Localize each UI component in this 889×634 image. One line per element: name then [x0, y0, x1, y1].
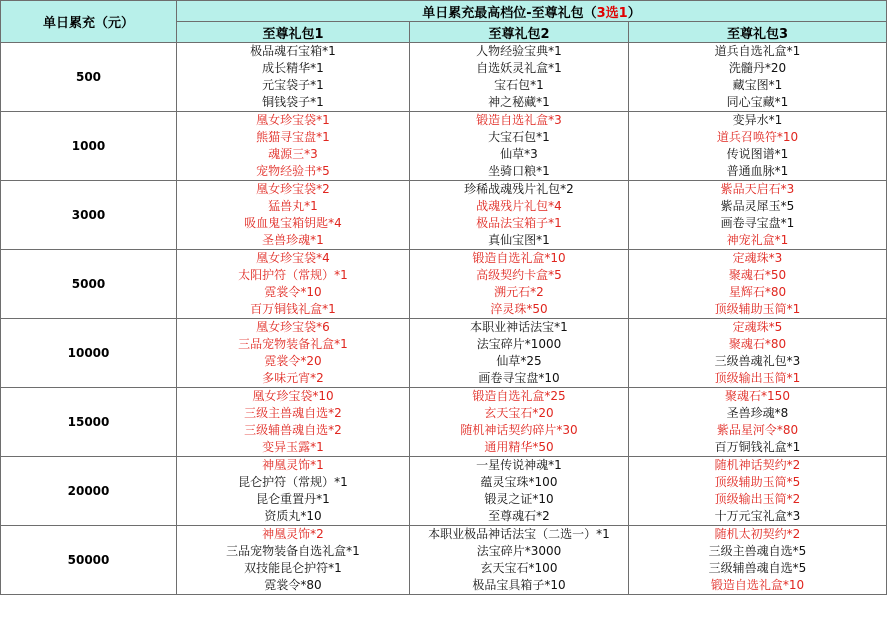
reward-item: 成长精华*1	[262, 61, 324, 75]
pack-cell-2	[410, 181, 629, 250]
reward-item: 三级辅兽魂自选*2	[244, 423, 342, 437]
reward-item: 战魂残片礼包*4	[476, 199, 562, 213]
reward-item: 锻造自选礼盒*10	[710, 578, 805, 592]
reward-item: 法宝碎片*1000	[476, 337, 562, 351]
reward-item: 魂源三*3	[268, 147, 318, 161]
pack-cell-1	[177, 526, 410, 595]
reward-item: 本职业极品神话法宝（二选一）*1	[428, 527, 610, 541]
reward-item: 霓裳令*20	[264, 354, 322, 368]
pack-cell-1	[177, 388, 410, 457]
pack-cell-3	[629, 43, 887, 112]
reward-item: 紫品灵犀玉*5	[720, 199, 795, 213]
reward-item: 玄天宝石*20	[484, 406, 554, 420]
amount-header: 单日累充（元）	[1, 1, 177, 43]
reward-item: 仙草*25	[496, 354, 542, 368]
reward-item: 宠物经验书*5	[256, 164, 330, 178]
reward-item: 传说图谱*1	[726, 147, 789, 161]
reward-item: 神之秘藏*1	[488, 95, 550, 109]
pack-header-2: 至尊礼包2	[410, 22, 629, 43]
reward-item: 随机神话契约*2	[714, 458, 801, 472]
reward-item: 紫品星河令*80	[716, 423, 799, 437]
reward-item: 坐骑口粮*1	[488, 164, 550, 178]
reward-item: 随机太初契约*2	[714, 527, 801, 541]
reward-item: 极品法宝箱子*1	[476, 216, 562, 230]
reward-item: 画卷寻宝盘*1	[720, 216, 795, 230]
reward-item: 高级契约卡盒*5	[476, 268, 562, 282]
reward-item: 锻灵之证*10	[484, 492, 554, 506]
reward-item: 凰女珍宝袋*1	[256, 113, 330, 127]
table-row	[1, 112, 887, 181]
reward-item: 凰女珍宝袋*2	[256, 182, 330, 196]
reward-item: 吸血鬼宝箱钥匙*4	[244, 216, 342, 230]
pack-cell-2	[410, 319, 629, 388]
reward-item: 百万铜钱礼盒*1	[714, 440, 801, 454]
table-title	[177, 1, 887, 22]
reward-item: 圣兽珍魂*8	[726, 406, 789, 420]
reward-item: 同心宝藏*1	[726, 95, 789, 109]
table-row	[1, 43, 887, 112]
pack-cell-2	[410, 43, 629, 112]
reward-item: 溯元石*2	[494, 285, 544, 299]
reward-item: 道兵召唤符*10	[716, 130, 799, 144]
amount-cell: 10000	[1, 319, 177, 388]
reward-item: 至尊魂石*2	[488, 509, 550, 523]
reward-item: 神凰灵饰*2	[262, 527, 324, 541]
reward-item: 变异水*1	[732, 113, 783, 127]
reward-item: 星辉石*80	[728, 285, 787, 299]
reward-item: 三级兽魂礼包*3	[714, 354, 801, 368]
reward-item: 三级辅兽魂自选*5	[708, 561, 807, 575]
reward-item: 凰女珍宝袋*10	[252, 389, 334, 403]
reward-item: 洗髓丹*20	[728, 61, 787, 75]
table-row	[1, 250, 887, 319]
pack-cell-1	[177, 319, 410, 388]
reward-item: 神凰灵饰*1	[262, 458, 324, 472]
reward-item: 猛兽丸*1	[268, 199, 318, 213]
pack-cell-3	[629, 457, 887, 526]
reward-item: 仙草*3	[500, 147, 538, 161]
reward-item: 凰女珍宝袋*4	[256, 251, 330, 265]
reward-item: 顶级辅助玉简*1	[714, 302, 801, 316]
reward-item: 太阳护符（常规）*1	[238, 268, 348, 282]
reward-item: 昆仑护符（常规）*1	[238, 475, 348, 489]
reward-item: 三品宠物装备自选礼盒*1	[226, 544, 360, 558]
reward-item: 聚魂石*80	[728, 337, 787, 351]
reward-item: 一星传说神魂*1	[476, 458, 562, 472]
amount-cell: 1000	[1, 112, 177, 181]
reward-item: 极品宝具箱子*10	[472, 578, 566, 592]
pack-cell-1	[177, 181, 410, 250]
reward-item: 霓裳令*80	[264, 578, 322, 592]
table-row	[1, 181, 887, 250]
reward-item: 变异玉露*1	[262, 440, 324, 454]
reward-item: 十万元宝礼盒*3	[714, 509, 801, 523]
pack-cell-1	[177, 250, 410, 319]
reward-item: 人物经验宝典*1	[476, 44, 562, 58]
reward-item: 多味元宵*2	[262, 371, 324, 385]
reward-item: 随机神话契约碎片*30	[460, 423, 578, 437]
reward-item: 三级主兽魂自选*5	[708, 544, 807, 558]
pack-header-1: 至尊礼包1	[177, 22, 410, 43]
reward-item: 紫品天启石*3	[720, 182, 795, 196]
reward-item: 三级主兽魂自选*2	[244, 406, 342, 420]
pack-cell-3	[629, 319, 887, 388]
reward-item: 顶级输出玉简*1	[714, 371, 801, 385]
reward-item: 道兵自选礼盒*1	[714, 44, 801, 58]
reward-item: 聚魂石*50	[728, 268, 787, 282]
reward-item: 定魂珠*3	[732, 251, 783, 265]
amount-cell: 500	[1, 43, 177, 112]
reward-item: 神宠礼盒*1	[726, 233, 789, 247]
reward-item: 百万铜钱礼盒*1	[250, 302, 336, 316]
reward-item: 画卷寻宝盘*10	[478, 371, 560, 385]
reward-item: 锻造自选礼盒*10	[472, 251, 566, 265]
reward-item: 宝石包*1	[494, 78, 544, 92]
reward-item: 珍稀战魂残片礼包*2	[464, 182, 574, 196]
table-row	[1, 526, 887, 595]
reward-item: 圣兽珍魂*1	[262, 233, 324, 247]
reward-item: 本职业神话法宝*1	[470, 320, 568, 334]
reward-item: 法宝碎片*3000	[476, 544, 562, 558]
reward-item: 资质丸*10	[264, 509, 322, 523]
reward-item: 顶级辅助玉简*5	[714, 475, 801, 489]
pack-cell-3	[629, 526, 887, 595]
reward-item: 锻造自选礼盒*3	[476, 113, 562, 127]
pack-cell-2	[410, 388, 629, 457]
reward-item: 聚魂石*150	[725, 389, 790, 403]
amount-cell: 20000	[1, 457, 177, 526]
reward-item: 昆仑重置丹*1	[256, 492, 330, 506]
reward-item: 通用精华*50	[484, 440, 554, 454]
reward-item: 大宝石包*1	[488, 130, 550, 144]
pack-header-3: 至尊礼包3	[629, 22, 887, 43]
pack-cell-2	[410, 112, 629, 181]
reward-item: 蕴灵宝珠*100	[480, 475, 558, 489]
pack-cell-1	[177, 112, 410, 181]
pack-cell-1	[177, 43, 410, 112]
amount-cell: 50000	[1, 526, 177, 595]
pack-cell-2	[410, 250, 629, 319]
pack-cell-3	[629, 112, 887, 181]
pack-cell-3	[629, 250, 887, 319]
amount-cell: 15000	[1, 388, 177, 457]
title-main: 单日累充最高档位-至尊礼包（	[422, 5, 597, 21]
reward-item: 真仙宝图*1	[488, 233, 550, 247]
reward-item: 普通血脉*1	[726, 164, 789, 178]
reward-item: 藏宝图*1	[732, 78, 783, 92]
reward-item: 铜钱袋子*1	[262, 95, 324, 109]
amount-cell: 5000	[1, 250, 177, 319]
pack-cell-3	[629, 388, 887, 457]
pack-cell-3	[629, 181, 887, 250]
reward-item: 凰女珍宝袋*6	[256, 320, 330, 334]
pack-cell-2	[410, 457, 629, 526]
table-row	[1, 388, 887, 457]
reward-item: 锻造自选礼盒*25	[472, 389, 566, 403]
title-close: ）	[627, 5, 641, 21]
table-row	[1, 319, 887, 388]
pack-cell-1	[177, 457, 410, 526]
reward-item: 定魂珠*5	[732, 320, 783, 334]
title-highlight: 3选1	[596, 5, 628, 21]
amount-cell: 3000	[1, 181, 177, 250]
table-body	[1, 43, 887, 595]
reward-item: 熊猫寻宝盘*1	[256, 130, 330, 144]
reward-item: 玄天宝石*100	[480, 561, 558, 575]
reward-item: 双技能昆仑护符*1	[244, 561, 342, 575]
reward-item: 霓裳令*10	[264, 285, 322, 299]
pack-cell-2	[410, 526, 629, 595]
reward-item: 极品魂石宝箱*1	[250, 44, 336, 58]
reward-item: 自选妖灵礼盒*1	[476, 61, 562, 75]
table-row	[1, 457, 887, 526]
reward-item: 元宝袋子*1	[262, 78, 324, 92]
reward-item: 顶级输出玉简*2	[714, 492, 801, 506]
reward-item: 淬灵珠*50	[490, 302, 548, 316]
reward-item: 三品宠物装备礼盒*1	[238, 337, 348, 351]
